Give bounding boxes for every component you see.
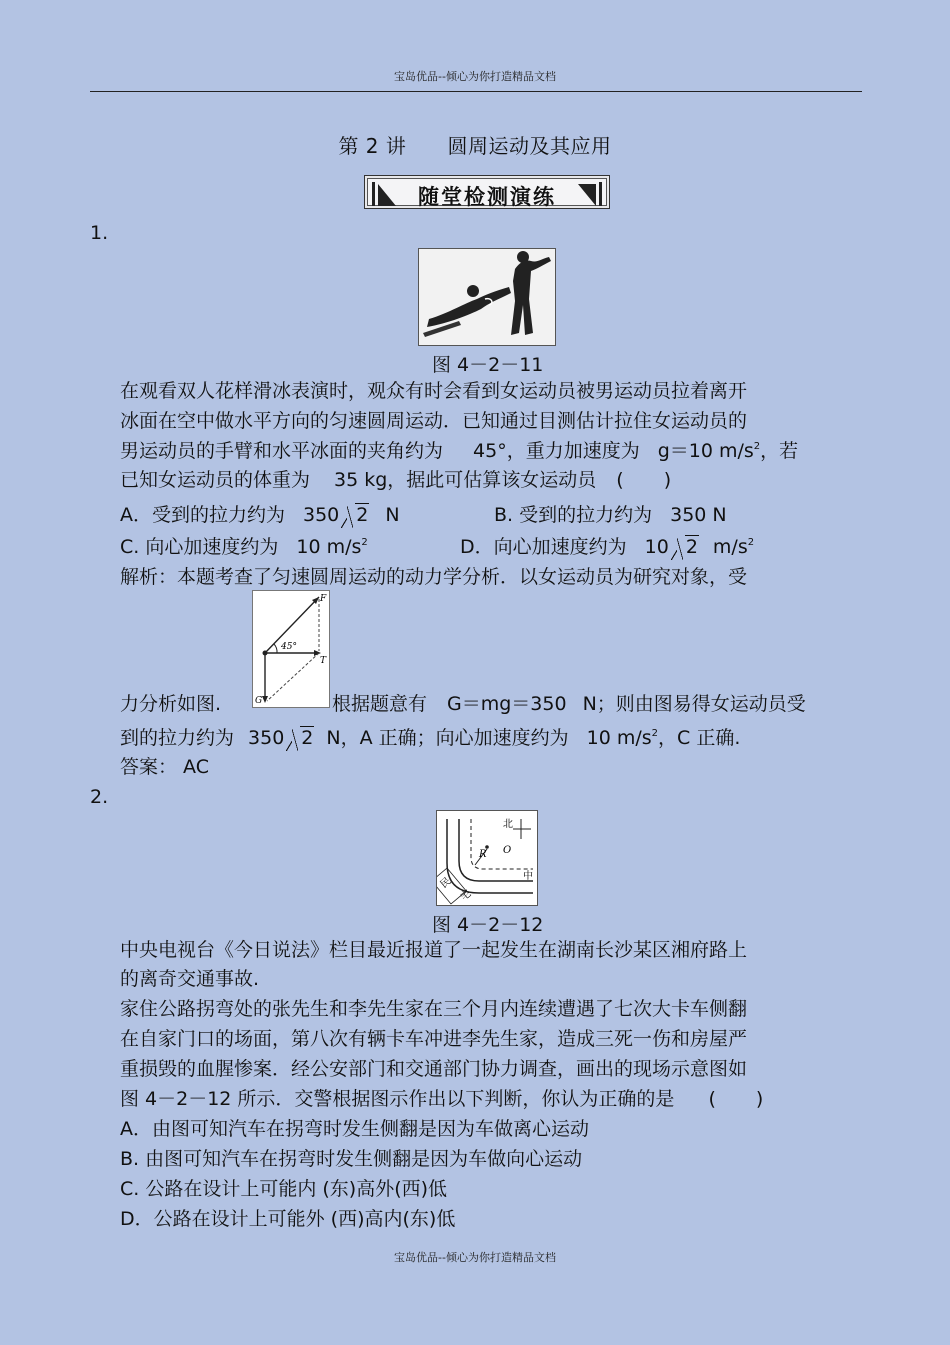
q1-solution-line-2-prefix: 力分析如图. [120,693,222,715]
q2-option-b: B. 由图可知汽车在拐弯时发生侧翻是因为车做向心运动 [120,1148,583,1170]
radius-R-label: R [479,849,487,860]
q1-solution-line-3: 到的拉力约为 350 2 N，A 正确；向心加速度约为 10 $m/s^2$，C 正确. [120,727,741,749]
q1-solution-line-2: 根据题意有 G＝mg＝350 N；则由图易得女运动员受 [332,693,806,715]
force-T-label: T [320,656,327,666]
q1-option-a: A．受到的拉力约为 350 2 N [120,504,400,526]
page-footer: 宝岛优品--倾心为你打造精品文档 [394,1251,556,1264]
q1-stem-line-1: 在观看双人花样滑冰表演时，观众有时会看到女运动员被男运动员拉着离开 [120,380,748,402]
figure-4-2-12-road [436,810,538,906]
house-label-min: 民 [438,875,454,891]
lecture-topic: 圆周运动及其应用 [447,134,612,158]
sqrt-symbol: 2 [341,502,369,528]
figure-4-2-12-caption: 图 4－2－12 [432,914,544,936]
skaters-image [419,249,555,345]
figure-4-2-11-caption: 图 4－2－11 [432,354,544,376]
angle-label: 45° [281,642,297,652]
q2-option-c: C. 公路在设计上可能内 (东)高外(西)低 [120,1178,448,1200]
banner-label: 随堂检测演练 [418,185,556,209]
header-divider [90,91,862,92]
q1-stem-line-3: 男运动员的手臂和水平冰面的夹角约为 45°，重力加速度为 g＝10 $m/s^2$，若 [120,440,799,462]
banner-frame [367,178,607,209]
q1-option-b: B. 受到的拉力约为 350 N [494,504,727,526]
page-header: 宝岛优品--倾心为你打造精品文档 [394,70,556,83]
q2-stem-line-1: 中央电视台《今日说法》栏目最近报道了一起发生在湖南长沙某区湘府路上 [120,939,748,961]
force-F-label: F [320,594,327,604]
figure-4-2-11-skaters [418,248,556,346]
page-title [0,130,950,159]
q1-stem-line-4: 已知女运动员的体重为 35 kg，据此可估算该女运动员 ( ) [120,469,672,491]
question-2-number: 2. [90,786,109,808]
q1-answer: 答案： AC [120,756,209,778]
q1-option-c: C. 向心加速度约为 10 $m/s^2$ [120,536,368,558]
sqrt-symbol: 2 [671,534,699,560]
force-analysis-figure [252,590,330,708]
q2-stem-line-3: 家住公路拐弯处的张先生和李先生家在三个月内连续遭遇了七次大卡车侧翻 [120,998,748,1020]
question-1-number: 1. [90,222,109,244]
q2-option-a: A．由图可知汽车在拐弯时发生侧翻是因为车做离心运动 [120,1118,589,1140]
sqrt-symbol: 2 [286,725,314,751]
force-diagram [253,591,329,707]
lecture-number: 第 2 讲 [338,134,407,158]
banner-right-triangle-icon [576,182,602,208]
q2-stem-line-5: 重损毁的血腥惨案．经公安部门和交通部门协力调查，画出的现场示意图如 [120,1058,748,1080]
q1-option-d: D．向心加速度约为 10 2 $m/s^2$ [460,536,755,558]
q1-stem-line-2: 冰面在空中做水平方向的匀速圆周运动．已知通过目测估计拉住女运动员的 [120,410,748,432]
force-G-label: G [255,696,263,706]
q2-stem-line-2: 的离奇交通事故. [120,968,260,990]
q1-solution-intro: 解析：本题考查了匀速圆周运动的动力学分析．以女运动员为研究对象，受 [120,566,748,588]
section-banner [364,175,610,209]
road-center-label: 中 [523,871,533,882]
house-label-zhai: 宅 [458,888,474,904]
road-diagram [437,811,537,905]
q2-stem-line-4: 在自家门口的场面，第八次有辆卡车冲进李先生家，造成三死一伤和房屋严 [120,1028,748,1050]
north-label: 北 [503,819,513,830]
center-O-label: O [503,845,512,856]
q2-stem-line-6: 图 4－2－12 所示．交警根据图示作出以下判断，你认为正确的是 ( ) [120,1088,764,1110]
q2-option-d: D．公路在设计上可能外 (西)高内(东)低 [120,1208,456,1230]
